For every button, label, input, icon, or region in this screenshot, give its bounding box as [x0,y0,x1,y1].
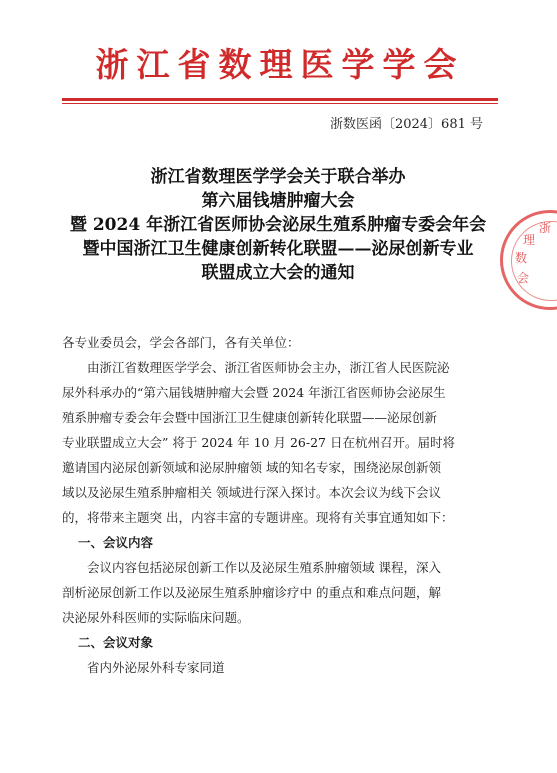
text-line: 域以及泌尿生殖系肿瘤相关 领域进行深入探讨。本次会议为线下会议 [62,485,441,500]
title-line: 暨中国浙江卫生健康创新转化联盟——泌尿创新专业 [82,239,474,259]
seal-char: 浙 [539,221,552,235]
text-line: 的，将带来主题突 出，内容丰富的专题讲座。现将有关事宜通知如下： [62,510,454,525]
section-content-paragraph [62,555,502,630]
letterhead-org-name: 浙江省数理医学学会 [95,45,465,84]
text-line: 会议内容包括泌尿创新工作以及泌尿生殖系肿瘤领域 课程，深入 [87,560,441,575]
seal-char: 理 [523,233,536,247]
seal-char: 会 [517,271,530,285]
section-heading-content: 一、会议内容 [78,535,154,550]
text-line: 尿外科承办的“第六届钱塘肿瘤大会暨 2024 年浙江省医师协会泌尿生 [62,385,446,400]
title-line: 联盟成立大会的通知 [201,263,355,283]
text-line: 邀请国内泌尿创新领域和泌尿肿瘤领 域的知名专家，围绕泌尿创新领 [62,460,441,475]
seal-char: 数 [515,251,528,265]
text-line: 殖系肿瘤专委会年会暨中国浙江卫生健康创新转化联盟——泌尿创新 [62,410,438,425]
text-line: 由浙江省数理医学学会、浙江省医师协会主办，浙江省人民医院泌 [87,360,450,375]
notice-title [50,165,506,285]
salutation: 各专业委员会，学会各部门，各有关单位： [62,335,300,350]
section-heading-attendees: 二、会议对象 [78,635,154,650]
text-line: 剖析泌尿创新工作以及泌尿生殖系肿瘤诊疗中 的重点和难点问题，解 [62,585,441,600]
section-attendees-paragraph [62,655,502,680]
title-line: 浙江省数理医学学会关于联合举办 [150,167,406,187]
document-number: 浙数医函〔2024〕681 号 [329,117,483,132]
official-seal [500,210,557,310]
notice-body [62,330,502,680]
letterhead-rule-thick [62,98,498,101]
text-line: 决泌尿外科医师的实际临床问题。 [62,610,250,625]
letterhead-rule-thin [62,103,498,104]
title-line: 暨 2024 年浙江省医师协会泌尿生殖系肿瘤专委会年会 [69,215,487,235]
text-line: 专业联盟成立大会” 将于 2024 年 10 月 26-27 日在杭州召开。届时将 [62,435,455,450]
title-line: 第六届钱塘肿瘤大会 [201,191,355,211]
intro-paragraph [62,355,502,530]
text-line: 省内外泌尿外科专家同道 [87,660,225,675]
